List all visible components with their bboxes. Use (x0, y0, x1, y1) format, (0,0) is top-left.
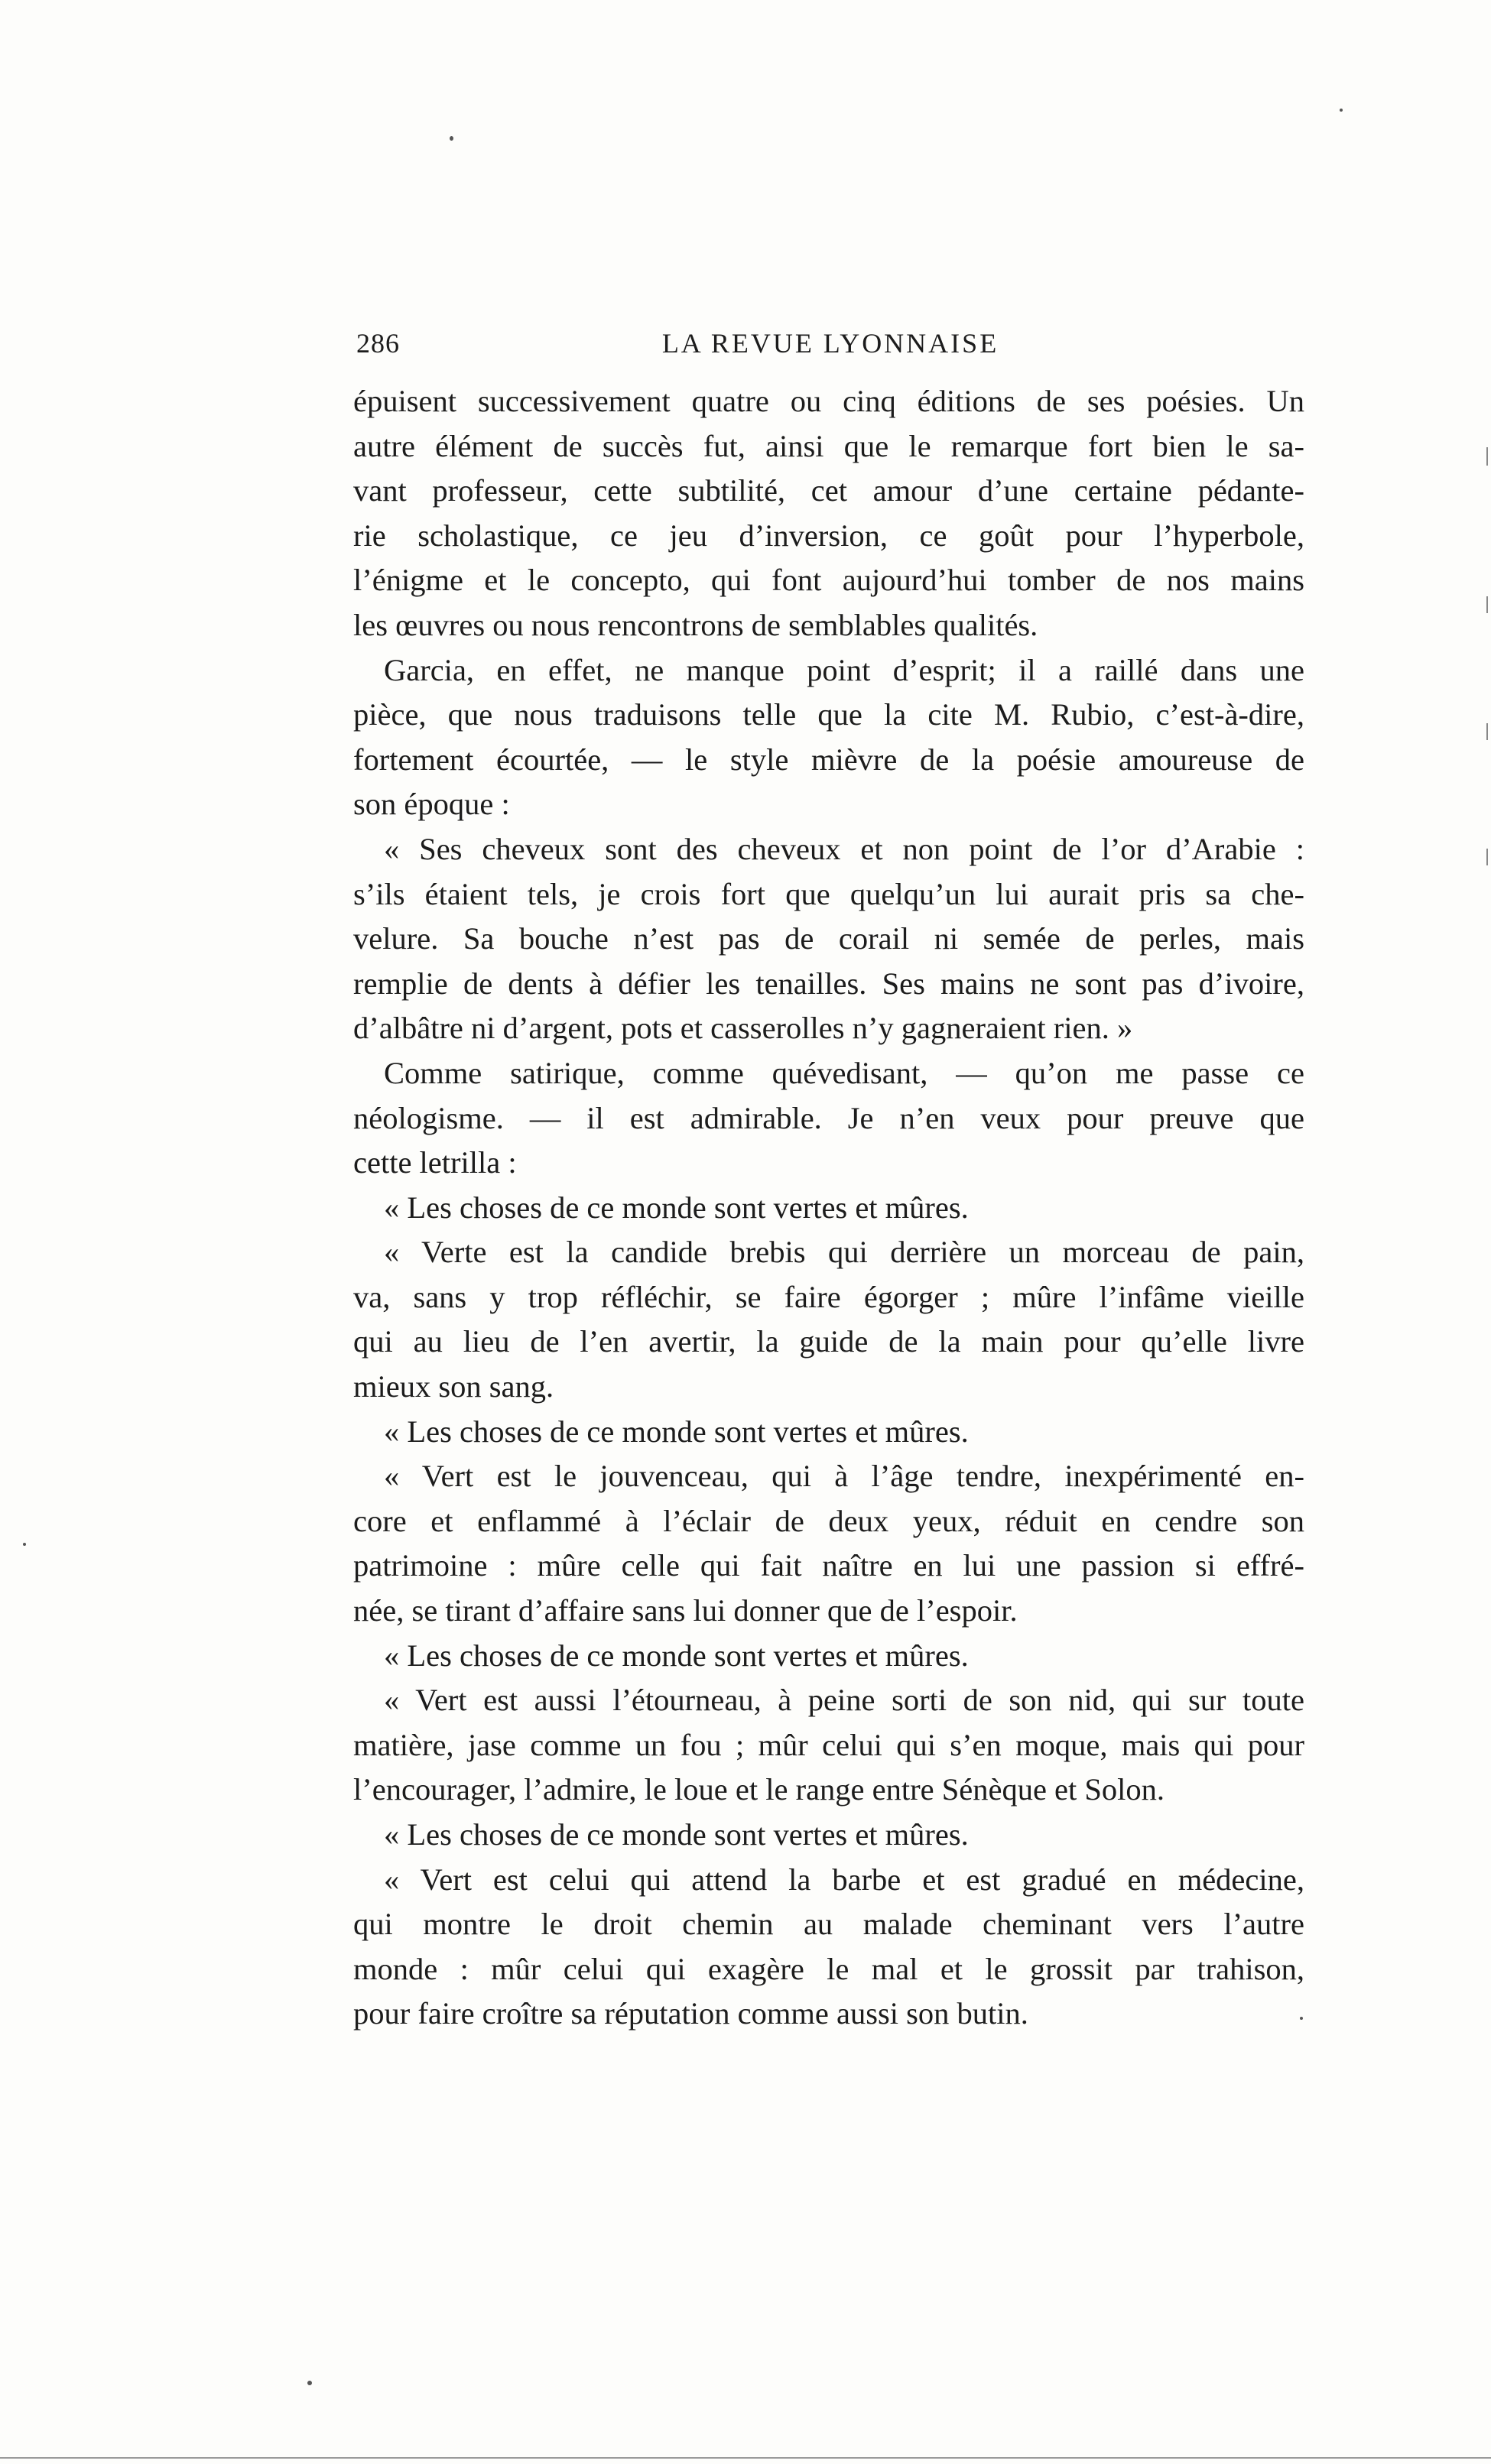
text-line: va, sans y trop réfléchir, se faire égorger ; mûre l’infâme vieille (353, 1279, 1304, 1314)
scan-speck (450, 136, 453, 141)
text-line: qui au lieu de l’en avertir, la guide de la main pour qu’elle livre (353, 1324, 1304, 1359)
text-line: « Les choses de ce monde sont vertes et mûres. (384, 1817, 969, 1852)
scan-edge-mark (1486, 849, 1488, 865)
page-number: 286 (356, 328, 400, 359)
scan-speck (307, 2381, 312, 2385)
text-line: Garcia, en effet, ne manque point d’esprit; il a raillé dans une (384, 652, 1304, 687)
text-line: matière, jase comme un fou ; mûr celui qui s’en moque, mais qui pour (353, 1727, 1304, 1762)
text-line: l’énigme et le concepto, qui font aujourd’hui tomber de nos mains (353, 563, 1304, 598)
scan-edge-mark (1486, 723, 1488, 740)
text-line: vant professeur, cette subtilité, cet amour d’une certaine pédante- (353, 473, 1304, 508)
text-line: patrimoine : mûre celle qui fait naître en lui une passion si effré- (353, 1548, 1304, 1583)
text-line: Comme satirique, comme quévedisant, — qu’on me passe ce (384, 1055, 1304, 1090)
text-line: monde : mûr celui qui exagère le mal et le grossit par trahison, (353, 1951, 1304, 1986)
text-line: néologisme. — il est admirable. Je n’en veux pour preuve que (353, 1100, 1304, 1135)
text-line: rie scholastique, ce jeu d’inversion, ce goût pour l’hyperbole, (353, 518, 1304, 553)
text-line: épuisent successivement quatre ou cinq éditions de ses poésies. Un (353, 384, 1304, 418)
text-line: « Les choses de ce monde sont vertes et mûres. (384, 1414, 969, 1449)
text-line: d’albâtre ni d’argent, pots et casserolles n’y gagneraient rien. » (353, 1011, 1133, 1046)
text-line: mieux son sang. (353, 1369, 554, 1404)
text-line: pièce, que nous traduisons telle que la cite M. Rubio, c’est-à-dire, (353, 697, 1304, 732)
scan-speck (1340, 109, 1343, 112)
text-line: s’ils étaient tels, je crois fort que quelqu’un lui aurait pris sa che- (353, 876, 1304, 911)
running-title: LA REVUE LYONNAISE (661, 328, 999, 359)
text-line: core et enflammé à l’éclair de deux yeux, réduit en cendre son (353, 1503, 1304, 1538)
text-line: remplie de dents à défier les tenailles. Ses mains ne sont pas d’ivoire, (353, 966, 1304, 1001)
text-line: « Vert est celui qui attend la barbe et est gradué en médecine, (384, 1862, 1304, 1897)
text-line: « Vert est le jouvenceau, qui à l’âge tendre, inexpérimenté en- (384, 1459, 1304, 1494)
text-line: cette letrilla : (353, 1145, 517, 1180)
text-line: fortement écourtée, — le style mièvre de la poésie amoureuse de (353, 742, 1304, 777)
scan-edge-mark (1486, 596, 1488, 613)
scan-speck (23, 1543, 26, 1546)
text-line: « Verte est la candide brebis qui derrière un morceau de pain, (384, 1235, 1304, 1270)
text-line: les œuvres ou nous rencontrons de semblables qualités. (353, 607, 1038, 642)
scan-edge-mark (0, 2457, 1491, 2459)
body-text (353, 379, 1304, 2037)
scan-edge-mark (1486, 447, 1488, 466)
scan-speck (1300, 2017, 1303, 2020)
text-line: pour faire croître sa réputation comme aussi son butin. (353, 1996, 1028, 2031)
page-header (356, 327, 1304, 365)
text-line: qui montre le droit chemin au malade cheminant vers l’autre (353, 1907, 1304, 1942)
text-line: l’encourager, l’admire, le loue et le range entre Sénèque et Solon. (353, 1772, 1165, 1807)
text-line: « Les choses de ce monde sont vertes et mûres. (384, 1190, 969, 1225)
text-line: « Ses cheveux sont des cheveux et non point de l’or d’Arabie : (384, 831, 1304, 866)
text-line: autre élément de succès fut, ainsi que le remarque fort bien le sa- (353, 428, 1304, 463)
text-line: « Vert est aussi l’étourneau, à peine sorti de son nid, qui sur toute (384, 1683, 1304, 1718)
text-line: son époque : (353, 787, 510, 822)
text-line: « Les choses de ce monde sont vertes et mûres. (384, 1638, 969, 1673)
text-line: velure. Sa bouche n’est pas de corail ni semée de perles, mais (353, 921, 1304, 956)
text-line: née, se tirant d’affaire sans lui donner que de l’espoir. (353, 1593, 1018, 1628)
